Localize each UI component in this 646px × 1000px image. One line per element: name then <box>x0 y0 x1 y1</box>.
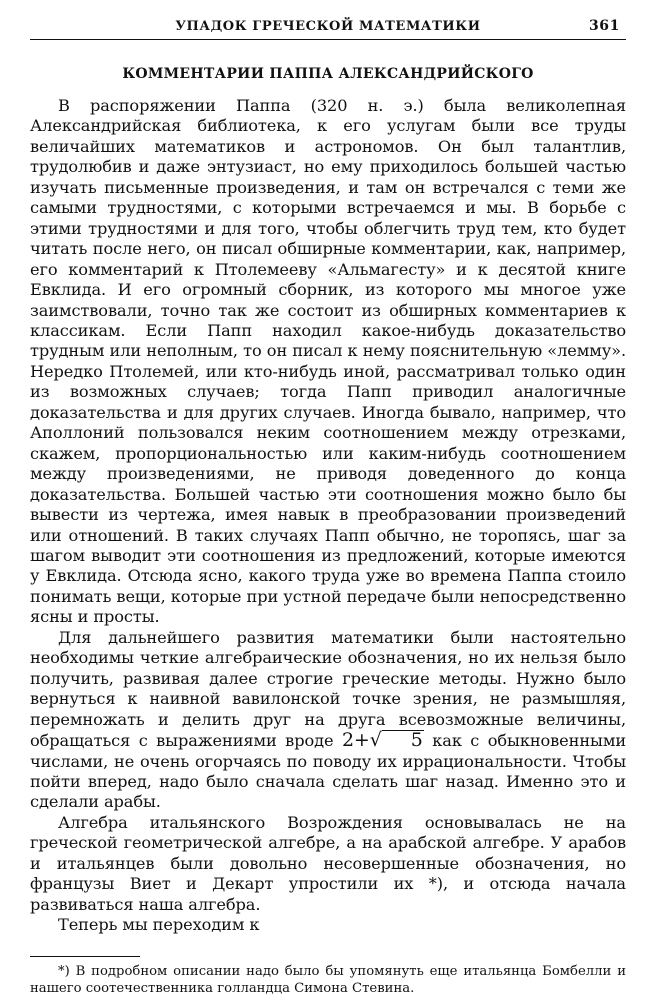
paragraph-1: В распоряжении Паппа (320 н. э.) была великолепная Александрийская библиотека, к его услугам были все труды величайших математиков и астрономов. Он был талантлив, трудолюбив и даже энтузиаст, но ему приходилось большей частью изучать письменные произведения, и там он встречался с теми же самыми трудностями, с которыми встречаемся и мы. В борьбе с этими трудностями и для того, чтобы облегчить труд тем, кто будет читать после него, он писал обширные комментарии, как, например, его комментарий к Птолемееву «Альмагесту» и к десятой книге Евклида. И его огромный сборник, из которого мы многое уже заимствовали, точно так же состоит из обширных комментариев к классикам. Если Папп находил какое-нибудь доказательство трудным или неполным, то он писал к нему пояснительную «лемму». Нередко Птолемей, или кто-нибудь иной, рассматривал только один из возможных случаев; тогда Папп приводил аналогичные доказательства и для других случаев. Иногда бывало, например, что Аполлоний пользовался неким соотношением между отрезками, скажем, пропорциональностью или каким-нибудь соотношением между произведениями, не приводя доведенного до конца доказательства. Большей частью эти соотношения можно было бы вывести из чертежа, имея навык в преобразовании произведений или отношений. В таких случаях Папп обычно, не торопясь, шаг за шагом выводит эти соотношения из предложений, которые имеются у Евклида. Отсюда ясно, какого труда уже во времена Паппа стоило понимать вещи, которые при устной передаче были непосредственно ясны и просты. <box>30 96 626 627</box>
math-expression <box>342 729 424 751</box>
sqrt-radicand: 5 <box>382 730 424 749</box>
paragraph-2-after: как с обыкновенными числами, не очень огорчаясь по поводу их иррациональности. Чтобы пойти вперед, надо было сначала сделать шаг назад. Именно это и сделали арабы. <box>30 731 627 812</box>
running-head-title: УПАДОК ГРЕЧЕСКОЙ МАТЕМАТИКИ <box>175 19 481 34</box>
running-head <box>30 0 626 34</box>
paragraph-2-before: Для дальнейшего развития математики были настоятельно необходимы четкие алгебраические обозначения, но их нельзя было получить, развивая далее строгие греческие методы. Нужно было вернуться к наивной вавилонской точке зрения, не размышляя, перемножать и делить друг на друга всевозможные величины, обращаться с выражениями вроде <box>30 627 626 751</box>
math-lead: 2+ <box>341 729 370 752</box>
paragraph-4: Теперь мы переходим к <box>58 915 260 935</box>
paragraph-2 <box>30 628 626 813</box>
footnote: *) В подробном описании надо было бы упомянуть еще итальянца Бомбелли и нашего соотечественника голландца Симона Стевина. <box>30 963 626 996</box>
body-text <box>30 96 626 936</box>
page-number: 361 <box>588 18 620 34</box>
footnote-rule <box>30 956 140 957</box>
paragraph-3: Алгебра итальянского Возрождения основывалась не на греческой геометрической алгебре, а на арабской алгебре. У арабов и итальянцев были довольно несовершенные обозначения, но французы Виет и Декарт упростили их *), и отсюда начала развиваться наша алгебра. <box>30 812 626 914</box>
header-rule <box>30 39 626 40</box>
section-title: КОММЕНТАРИИ ПАППА АЛЕКСАНДРИЙСКОГО <box>122 66 534 82</box>
sqrt-sign: √ <box>369 729 382 752</box>
